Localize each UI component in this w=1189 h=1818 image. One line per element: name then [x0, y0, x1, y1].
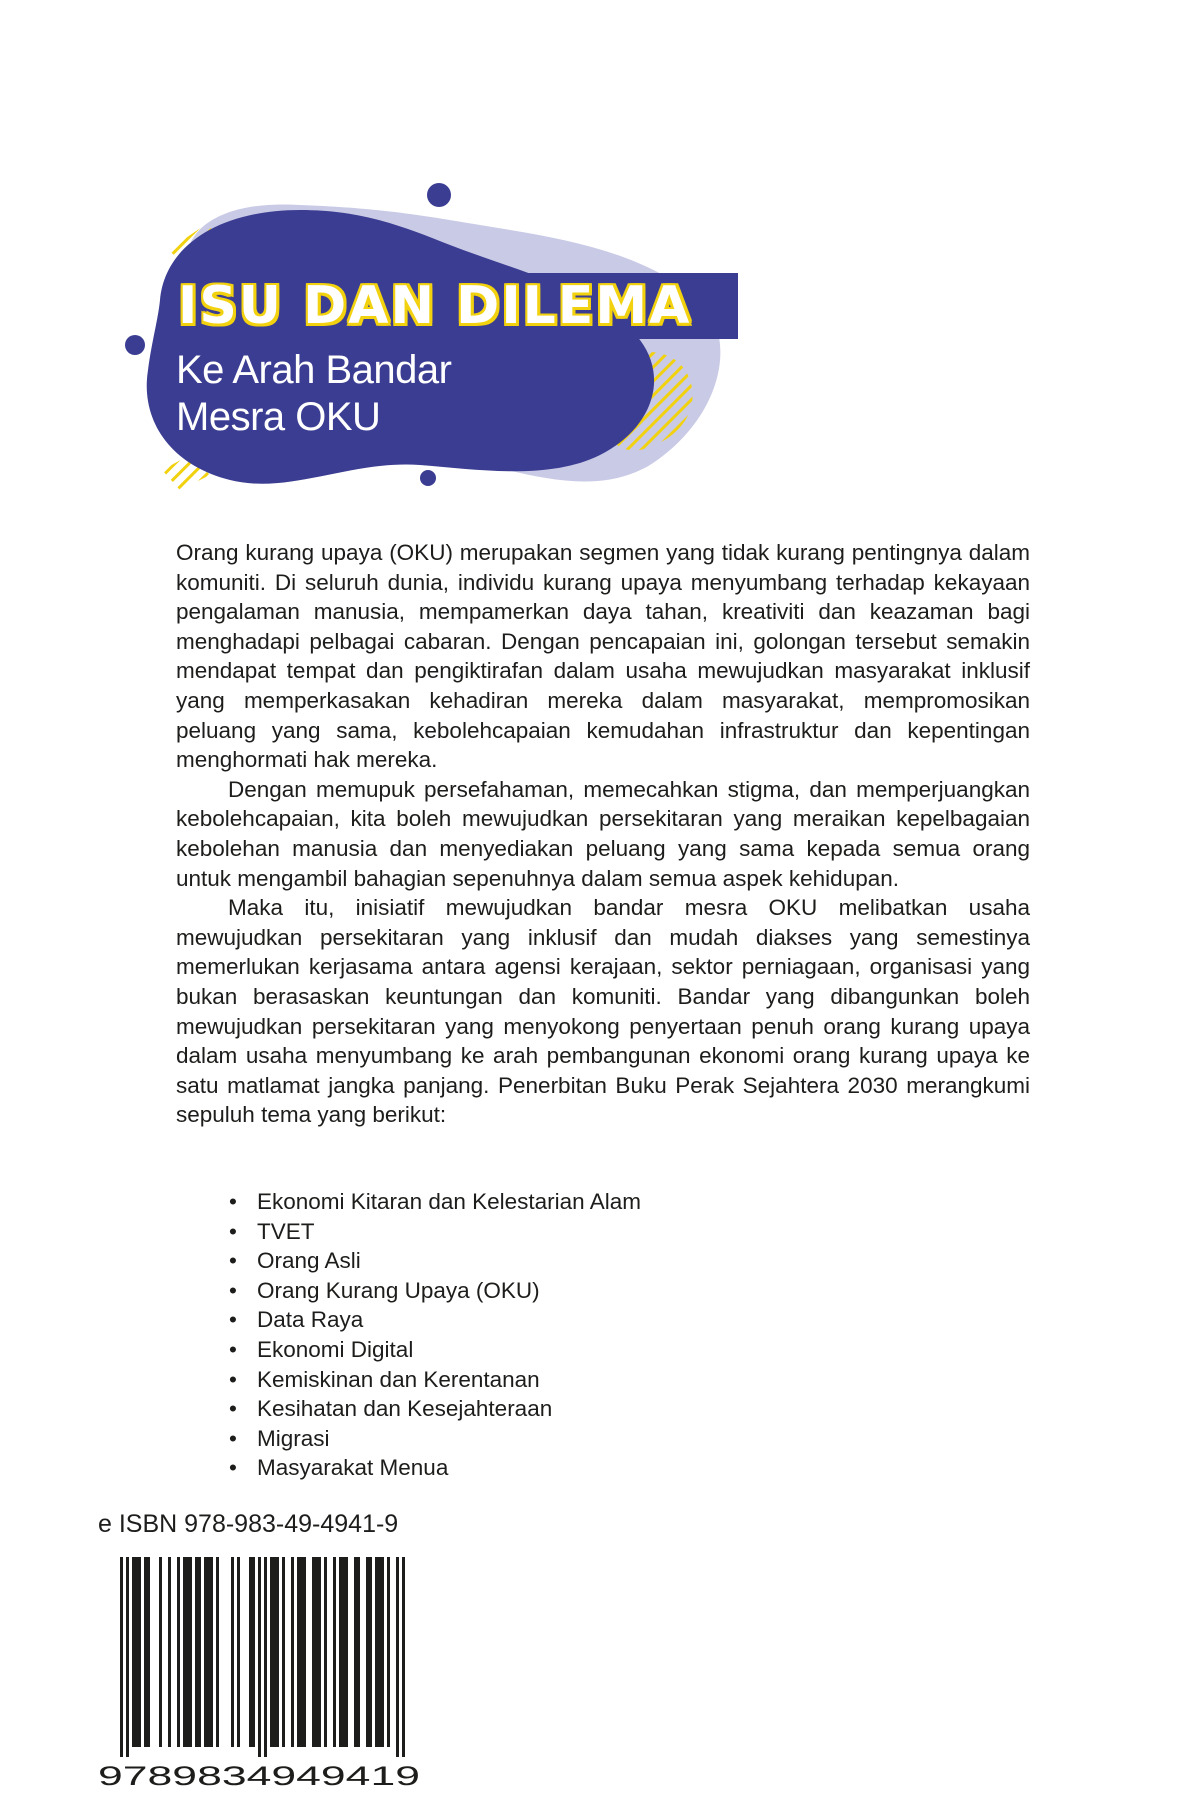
barcode-bar — [342, 1557, 345, 1747]
barcode-bar — [381, 1557, 384, 1747]
cover-subtitle-line2: Mesra OKU — [176, 395, 381, 439]
barcode-bar — [324, 1557, 327, 1747]
barcode-bar — [300, 1557, 303, 1747]
dot-bottom — [420, 470, 436, 486]
theme-label: TVET — [257, 1218, 315, 1244]
bullet-icon: • — [229, 1366, 237, 1392]
barcode-bar — [387, 1557, 390, 1747]
cover-hero — [0, 0, 1189, 520]
barcode-bar — [354, 1557, 357, 1747]
theme-label: Orang Kurang Upaya (OKU) — [257, 1277, 540, 1303]
barcode-bar — [333, 1557, 336, 1747]
barcode-bar — [120, 1557, 123, 1757]
dot-top — [427, 183, 451, 207]
barcode-bar — [186, 1557, 189, 1747]
barcode-bar — [132, 1557, 135, 1747]
synopsis-paragraph-3: Maka itu, inisiatif mewujudkan bandar mesra OKU melibatkan usaha mewujudkan persekitaran yang inklusif dan mudah diakses yang semestinya memerlukan kerjasama antara agensi kerajaan, sektor perniagaan, organisasi yang bukan berasaskan keuntungan dan komuniti. Bandar yang dibangunkan boleh mewujudkan persekitaran yang menyokong penyertaan penuh orang kurang upaya dalam usaha menyumbang ke arah pembangunan ekonomi orang kurang upaya ke satu matlamat jangka panjang. Penerbitan Buku Perak Sejahtera 2030 merangkumi sepuluh tema yang berikut: — [176, 895, 1030, 1128]
barcode-bar — [270, 1557, 273, 1747]
theme-label: Ekonomi Kitaran dan Kelestarian Alam — [257, 1189, 641, 1214]
barcode-bar — [303, 1557, 306, 1747]
barcode-bar — [369, 1557, 372, 1747]
barcode-bar — [216, 1557, 219, 1747]
synopsis-paragraph-2: Dengan memupuk persefahaman, memecahkan stigma, dan memperjuangkan kebolehcapaian, kita boleh mewujudkan persekitaran yang meraikan kepelbagaian kebolehan manusia dan menyediakan peluang yang sama kepada semua orang untuk mengambil bahagian sepenuhnya dalam semua aspek kehidupan. — [176, 776, 1030, 891]
barcode-bar — [276, 1557, 279, 1747]
dot-left — [125, 335, 145, 355]
barcode-bar — [339, 1557, 342, 1747]
barcode-bar — [375, 1557, 378, 1747]
barcode-bar — [297, 1557, 300, 1747]
barcode-bar — [312, 1557, 315, 1747]
barcode-bar — [138, 1557, 141, 1747]
bullet-icon: • — [229, 1396, 237, 1422]
barcode-bar — [147, 1557, 150, 1747]
barcode-bar — [357, 1557, 360, 1747]
barcode-bar — [231, 1557, 234, 1747]
barcode-bar — [135, 1557, 138, 1747]
theme-label: Data Raya — [257, 1307, 364, 1333]
theme-label: Kesihatan dan Kesejahteraan — [257, 1396, 553, 1422]
barcode-bar — [315, 1557, 318, 1747]
barcode-bar — [378, 1557, 381, 1747]
theme-label: Orang Asli — [257, 1248, 361, 1274]
barcode-bar — [366, 1557, 369, 1747]
bullet-icon: • — [229, 1455, 237, 1481]
bullet-icon: • — [229, 1425, 237, 1451]
isbn-barcode — [98, 1557, 424, 1789]
barcode-bar — [168, 1557, 171, 1747]
barcode-bar — [252, 1557, 255, 1747]
theme-list — [229, 1187, 641, 1483]
bullet-icon: • — [229, 1336, 237, 1362]
theme-item — [229, 1424, 641, 1454]
barcode-bar — [291, 1557, 294, 1747]
theme-label: Masyarakat Menua — [257, 1455, 449, 1481]
barcode-bars — [120, 1557, 405, 1757]
barcode-bar — [258, 1557, 261, 1757]
barcode-bar — [126, 1557, 129, 1757]
synopsis-paragraph-1: Orang kurang upaya (OKU) merupakan segmen yang tidak kurang pentingnya dalam komuniti. Di seluruh dunia, individu kurang upaya menyumbang terhadap kekayaan pengalaman manusia, mempamerkan daya tahan, kreativiti dan keazaman bagi menghadapi pelbagai cabaran. Dengan pencapaian ini, golongan tersebut semakin mendapat tempat dan pengiktirafan dalam usaha mewujudkan masyarakat inklusif yang memperkasakan kehadiran mereka dalam masyarakat, mempromosikan peluang yang sama, kebolehcapaian kemudahan infrastruktur dan kepentingan menghormati hak mereka. — [176, 540, 1030, 773]
theme-label: Migrasi — [257, 1425, 330, 1451]
theme-item — [229, 1246, 641, 1276]
barcode-bar — [159, 1557, 162, 1747]
barcode-bar — [207, 1557, 210, 1747]
barcode-bar — [183, 1557, 186, 1747]
theme-item — [229, 1217, 641, 1247]
blob-graphic — [0, 0, 1189, 520]
theme-item — [229, 1335, 641, 1365]
theme-item — [229, 1276, 641, 1306]
barcode-bar — [273, 1557, 276, 1747]
barcode-bar — [402, 1557, 405, 1757]
synopsis — [176, 538, 1030, 1130]
bullet-icon: • — [229, 1307, 237, 1333]
barcode-bar — [318, 1557, 321, 1747]
theme-item — [229, 1365, 641, 1395]
bullet-icon: • — [229, 1277, 237, 1303]
barcode-bar — [144, 1557, 147, 1747]
theme-label: Kemiskinan dan Kerentanan — [257, 1366, 540, 1392]
barcode-bar — [204, 1557, 207, 1747]
barcode-bar — [195, 1557, 198, 1747]
barcode-bar — [264, 1557, 267, 1757]
barcode-bar — [249, 1557, 252, 1747]
isbn-label: e ISBN 978-983-49-4941-9 — [98, 1510, 399, 1538]
bullet-icon: • — [229, 1248, 237, 1274]
barcode-digits: 9789834949419 — [98, 1761, 420, 1789]
theme-item — [229, 1394, 641, 1424]
barcode-bar — [189, 1557, 192, 1747]
theme-item — [229, 1453, 641, 1483]
barcode-bar — [282, 1557, 285, 1747]
barcode-bar — [177, 1557, 180, 1747]
bullet-icon: • — [229, 1189, 237, 1214]
barcode-bar — [237, 1557, 240, 1747]
theme-item — [229, 1305, 641, 1335]
bullet-icon: • — [229, 1218, 237, 1244]
barcode-bar — [345, 1557, 348, 1747]
barcode-bar — [198, 1557, 201, 1747]
barcode-bar — [396, 1557, 399, 1757]
barcode-bar — [210, 1557, 213, 1747]
theme-item — [229, 1187, 641, 1217]
cover-subtitle-line1: Ke Arah Bandar — [176, 348, 452, 392]
theme-label: Ekonomi Digital — [257, 1336, 414, 1362]
cover-title: ISU DAN DILEMA — [178, 276, 692, 336]
